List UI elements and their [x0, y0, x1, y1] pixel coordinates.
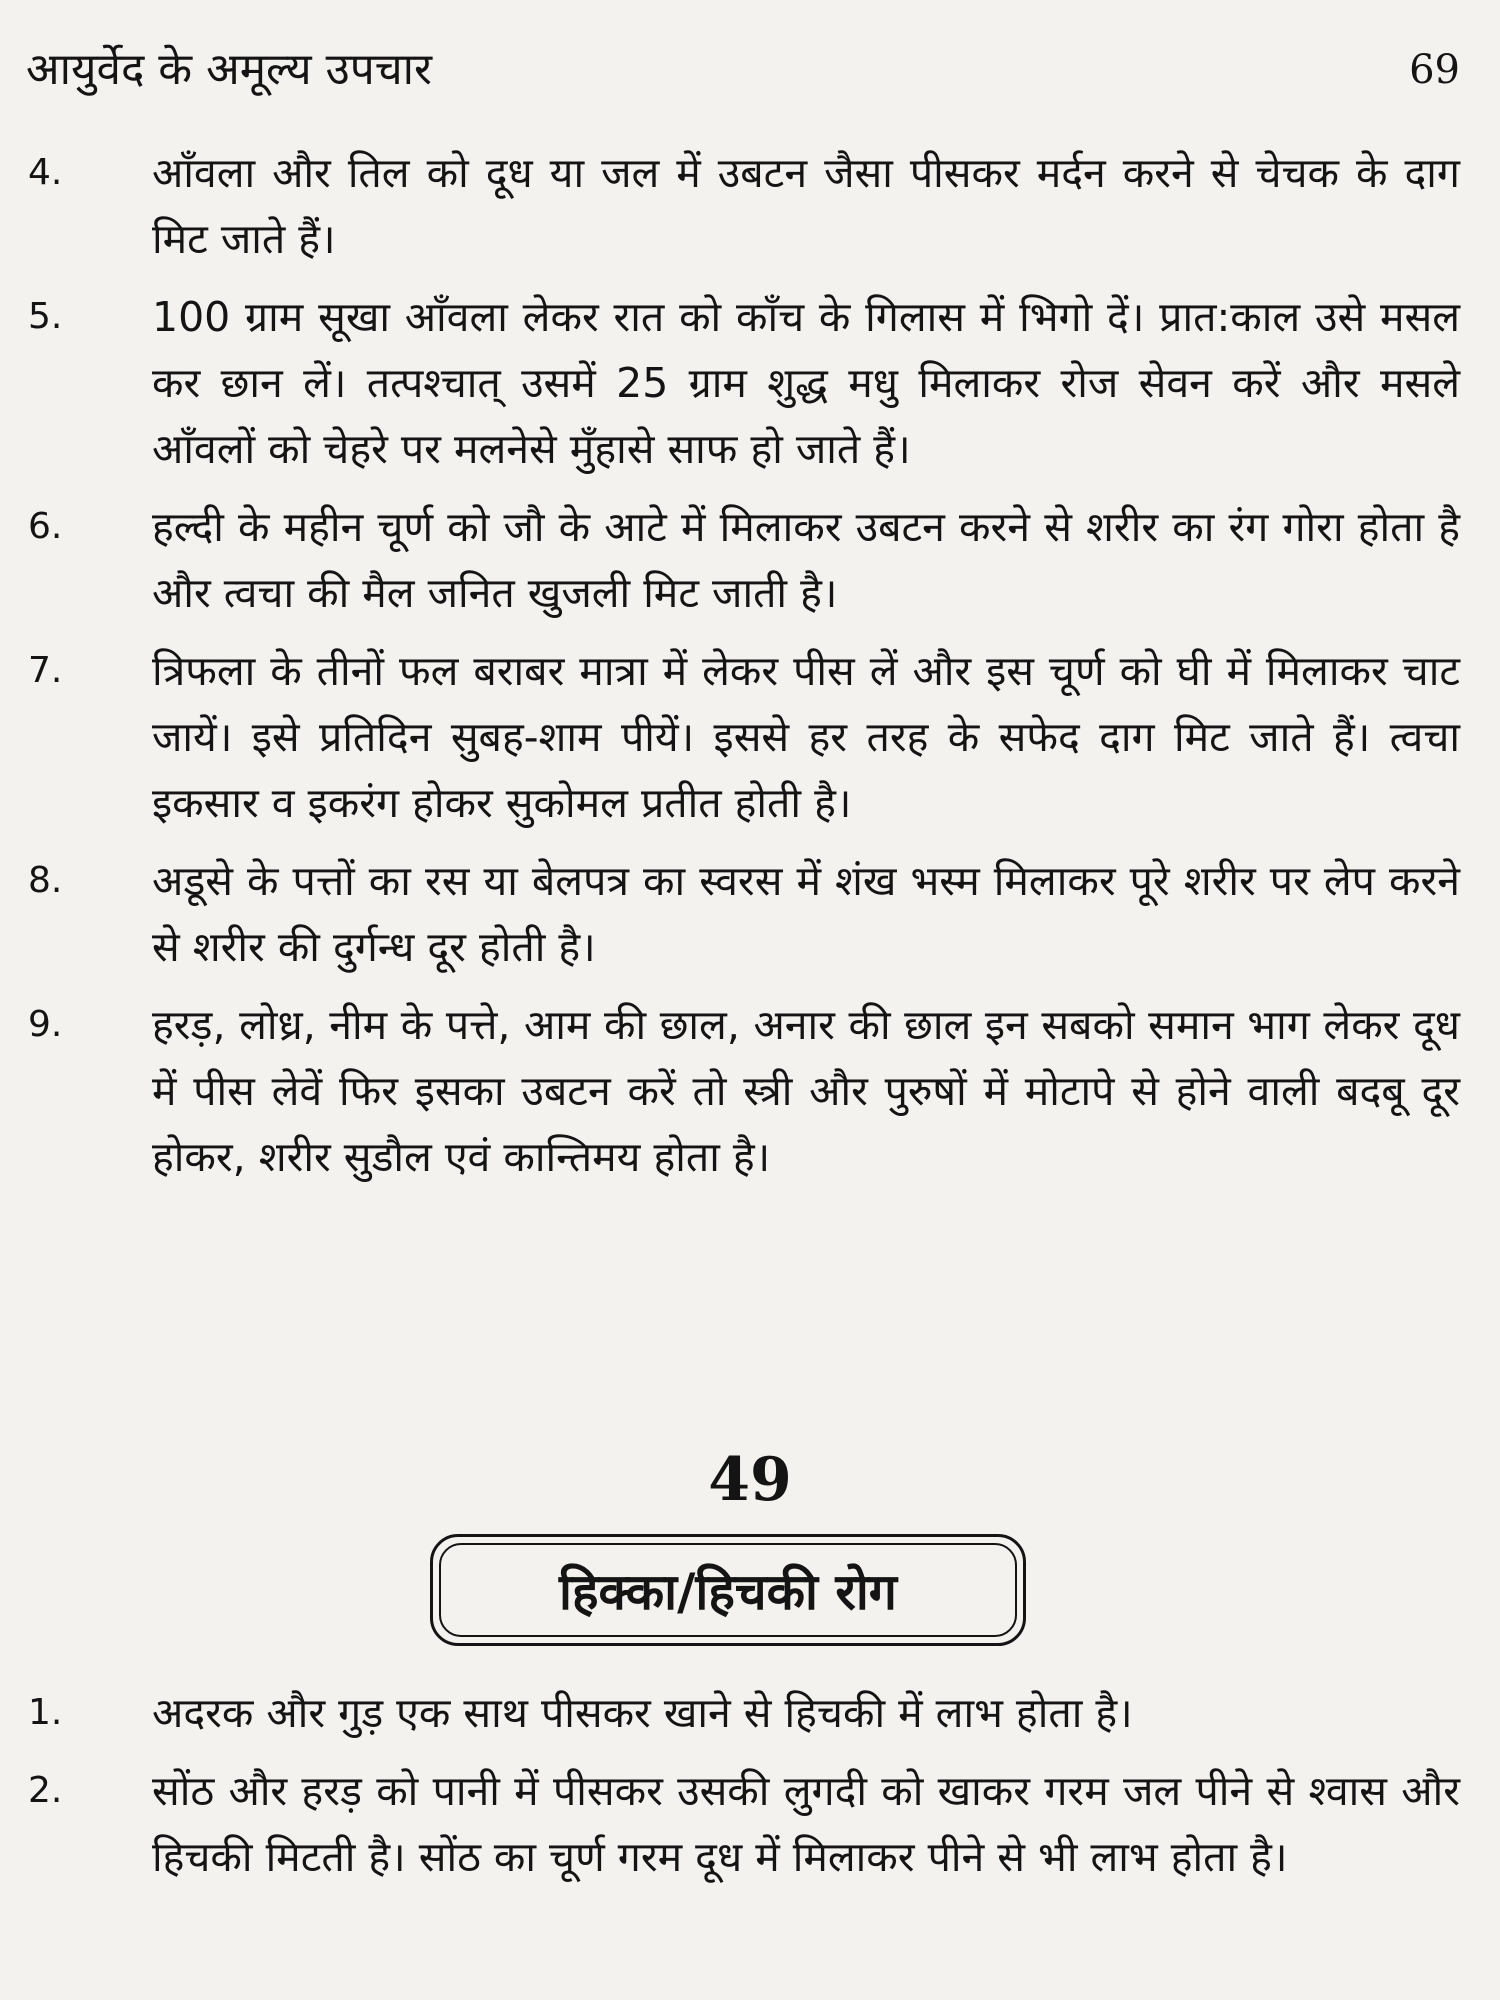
list-item [0, 140, 1500, 272]
item-text: अदरक और गुड़ एक साथ पीसकर खाने से हिचकी में लाभ होता है। [152, 1689, 1133, 1737]
section-title: हिक्का/हिचकी रोग [439, 1543, 1017, 1637]
item-text: 100 ग्राम सूखा आँवला लेकर रात को काँच के गिलास में भिगो दें। प्रात:काल उसे मसल कर छान लें। तत्पश्चात् उसमें 25 ग्राम शुद्ध मधु मिलाकर रोज सेवन करें और मसले आँवलों को चेहरे पर मलनेसे मुँहासे साफ हो जाते हैं। [152, 293, 1460, 473]
item-text: सोंठ और हरड़ को पानी में पीसकर उसकी लुगदी को खाकर गरम जल पीने से श्वास और हिचकी मिटती है। सोंठ का चूर्ण गरम दूध में मिलाकर पीने से भी लाभ होता है। [152, 1767, 1460, 1881]
item-number: 7. [28, 650, 63, 691]
item-number: 5. [28, 296, 63, 337]
list-item [0, 1680, 1500, 1746]
list-item [0, 1758, 1500, 1890]
page-number: 69 [1409, 47, 1460, 93]
item-text: हरड़, लोध्र, नीम के पत्ते, आम की छाल, अनार की छाल इन सबको समान भाग लेकर दूध में पीस लेवें फिर इसका उबटन करें तो स्त्री और पुरुषों में मोटापे से होने वाली बदबू दूर होकर, शरीर सुडौल एवं कान्तिमय होता है। [152, 1001, 1460, 1181]
item-text: हल्दी के महीन चूर्ण को जौ के आटे में मिलाकर उबटन करने से शरीर का रंग गोरा होता है और त्वचा की मैल जनित खुजली मिट जाती है। [152, 503, 1460, 617]
item-text: त्रिफला के तीनों फल बराबर मात्रा में लेकर पीस लें और इस चूर्ण को घी में मिलाकर चाट जायें। इसे प्रतिदिन सुबह-शाम पीयें। इससे हर तरह के सफेद दाग मिट जाते हैं। त्वचा इकसार व इकरंग होकर सुकोमल प्रतीत होती है। [152, 647, 1460, 827]
list-item [0, 848, 1500, 980]
item-number: 9. [28, 1004, 63, 1045]
section-title-box [430, 1534, 1026, 1646]
list-item [0, 494, 1500, 626]
section-number: 49 [708, 1445, 792, 1515]
list-item [0, 284, 1500, 482]
item-text: आँवला और तिल को दूध या जल में उबटन जैसा पीसकर मर्दन करने से चेचक के दाग मिट जाते हैं। [152, 149, 1460, 263]
list-item [0, 992, 1500, 1190]
running-title: आयुर्वेद के अमूल्य उपचार [26, 44, 433, 95]
item-number: 8. [28, 860, 63, 901]
remedy-list-skin [0, 140, 1500, 1202]
item-text: अडूसे के पत्तों का रस या बेलपत्र का स्वरस में शंख भस्म मिलाकर पूरे शरीर पर लेप करने से शरीर की दुर्गन्ध दूर होती है। [152, 857, 1460, 971]
item-number: 6. [28, 506, 63, 547]
item-number: 1. [28, 1692, 63, 1733]
remedy-list-hiccup [0, 1680, 1500, 1902]
list-item [0, 638, 1500, 836]
item-number: 2. [28, 1770, 63, 1811]
item-number: 4. [28, 152, 63, 193]
